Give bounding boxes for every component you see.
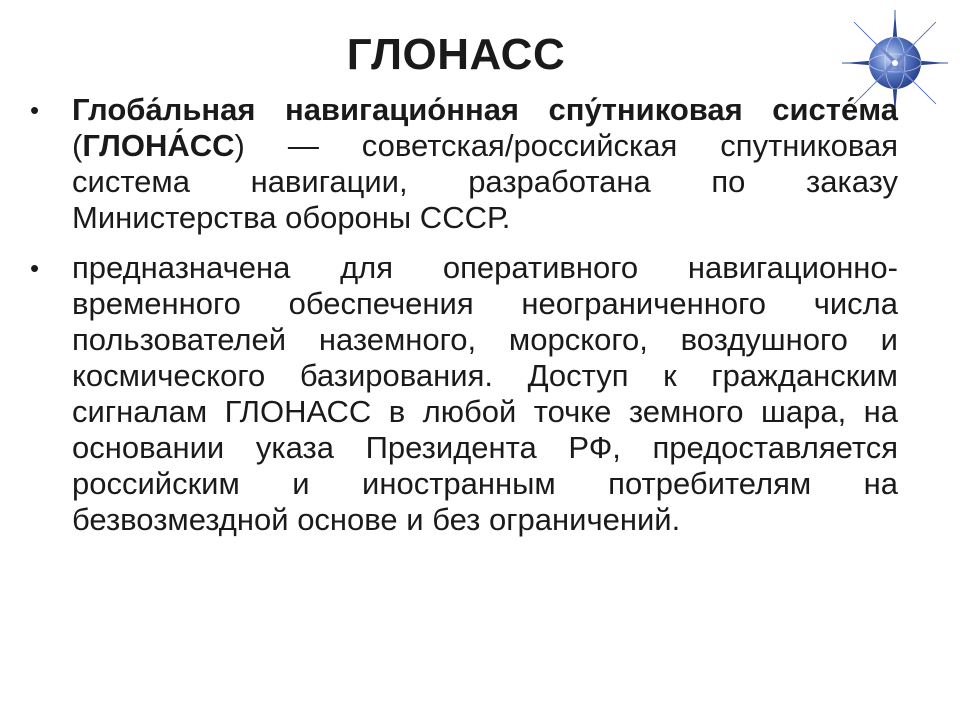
slide-title: ГЛОНАСС xyxy=(346,30,566,79)
bullet-marker: • xyxy=(30,253,40,283)
term-bold: Глоба́льная навигацио́нная спу́тниковая систе́ма xyxy=(72,92,898,127)
abbr-bold: ГЛОНА́СС xyxy=(82,128,235,163)
bullet-item-definition xyxy=(30,92,898,236)
definition-text: ) — советская/российская спутниковая система навигации, разработана по заказу Министерства обороны СССР. xyxy=(72,128,898,235)
bullet-marker: • xyxy=(30,95,40,125)
bullet-list xyxy=(30,92,898,552)
purpose-text: предназначена для оперативного навигационно-временного обеспечения неограниченного числа пользователей наземного, морского, воздушного и космического базирования. Доступ к гражданским сигналам ГЛОНАСС в любой точке земного шара, на основании указа Президента РФ, предоставляется российским и иностранным потребителям на безвозмездной основе и без ограничений. xyxy=(72,250,898,537)
paren-open: ( xyxy=(72,128,83,163)
bullet-item-purpose xyxy=(30,250,898,538)
